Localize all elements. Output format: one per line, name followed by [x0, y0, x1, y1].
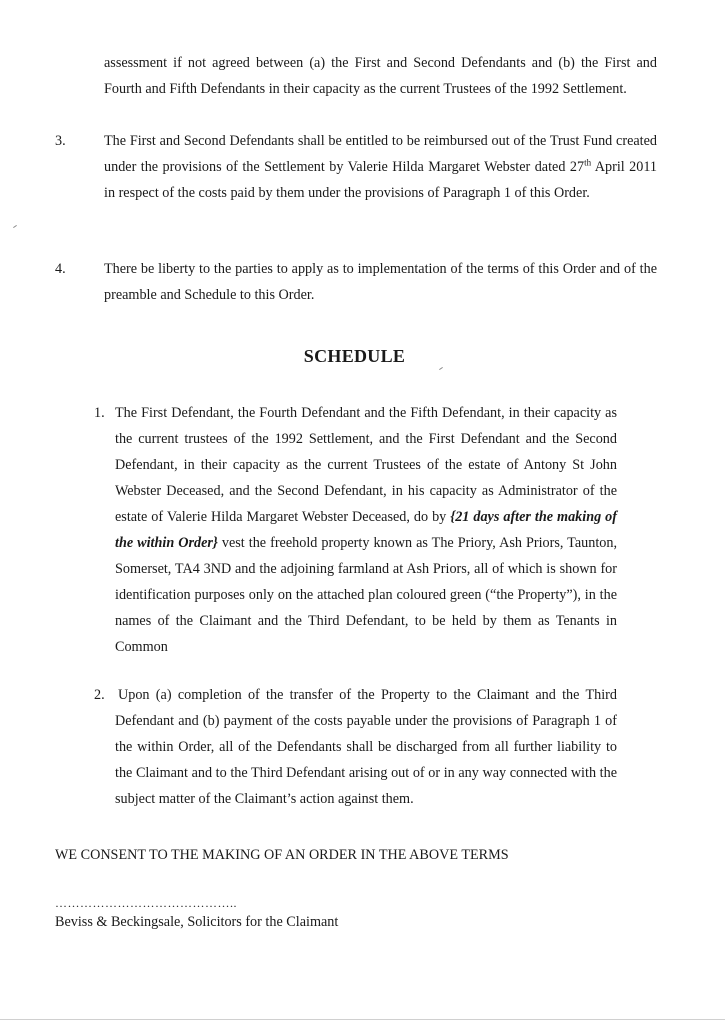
paragraph-3-number: 3.: [55, 133, 66, 149]
schedule-item-1-emphasis: {21 days after the making of the within Order}: [115, 509, 617, 551]
schedule-item-1: [115, 400, 617, 660]
schedule-item-1-text-start: The First Defendant, the Fourth Defendant and the Fifth Defendant, in their capacity as the current trustees of the 1992 Settlement, and the First Defendant and the Second Defendant, in their capacity as the current Trustees of the estate of Antony St John Webster Deceased, and the Second Defendant, in his capacity as Administrator of the estate of Valerie Hilda Margaret Webster Deceased, do by: [115, 405, 617, 525]
paragraph-3: [104, 128, 657, 206]
paragraph-4-number: 4.: [55, 261, 66, 277]
schedule-item-1-number: 1.: [94, 405, 105, 421]
schedule-item-2-number: 2.: [94, 687, 105, 703]
signatory-name: Beviss & Beckingsale, Solicitors for the Claimant: [55, 914, 339, 930]
paragraph-3-text-start: The First and Second Defendants shall be entitled to be reimbursed out of the Trust Fund created under the provisions of the Settlement by Valerie Hilda Margaret Webster dated 27: [104, 133, 657, 175]
schedule-heading: SCHEDULE: [303, 346, 406, 366]
scan-speck: [13, 225, 17, 228]
schedule-item-2: [115, 682, 617, 812]
ordinal-suffix: th: [584, 157, 592, 168]
signature-line: ……………………………………..: [55, 896, 237, 910]
page-bottom-edge: [0, 1019, 725, 1020]
schedule-item-1-text-end: vest the freehold property known as The Priory, Ash Priors, Taunton, Somerset, TA4 3ND and the adjoining farmland at Ash Priors, all of which is shown for identification purposes only on the attached plan coloured green (“the Property”), in the names of the Claimant and the Third Defendant, to be held by them as Tenants in Common: [115, 535, 617, 655]
schedule-item-1-text: [115, 400, 617, 660]
schedule-item-2-text: Upon (a) completion of the transfer of the Property to the Claimant and the Third Defendant and (b) payment of the costs payable under the provisions of Paragraph 1 of the within Order, all of the Defendants shall be discharged from all further liability to the Claimant and to the Third Defendant arising out of or in any way connected with the subject matter of the Claimant’s action against them.: [115, 687, 617, 807]
paragraph-4: [104, 256, 657, 308]
paragraph-3-text-end: April 2011 in respect of the costs paid by them under the provisions of Paragraph 1 of this Order.: [104, 159, 657, 201]
scan-speck: [439, 367, 443, 370]
paragraph-3-text: [104, 128, 657, 206]
continuation-text: assessment if not agreed between (a) the First and Second Defendants and (b) the First and Fourth and Fifth Defendants in their capacity as the current Trustees of the 1992 Settlement.: [104, 55, 657, 97]
continuation-paragraph: [104, 50, 657, 102]
paragraph-4-text: There be liberty to the parties to apply as to implementation of the terms of this Order and of the preamble and Schedule to this Order.: [104, 261, 657, 303]
consent-statement: WE CONSENT TO THE MAKING OF AN ORDER IN THE ABOVE TERMS: [55, 847, 509, 863]
